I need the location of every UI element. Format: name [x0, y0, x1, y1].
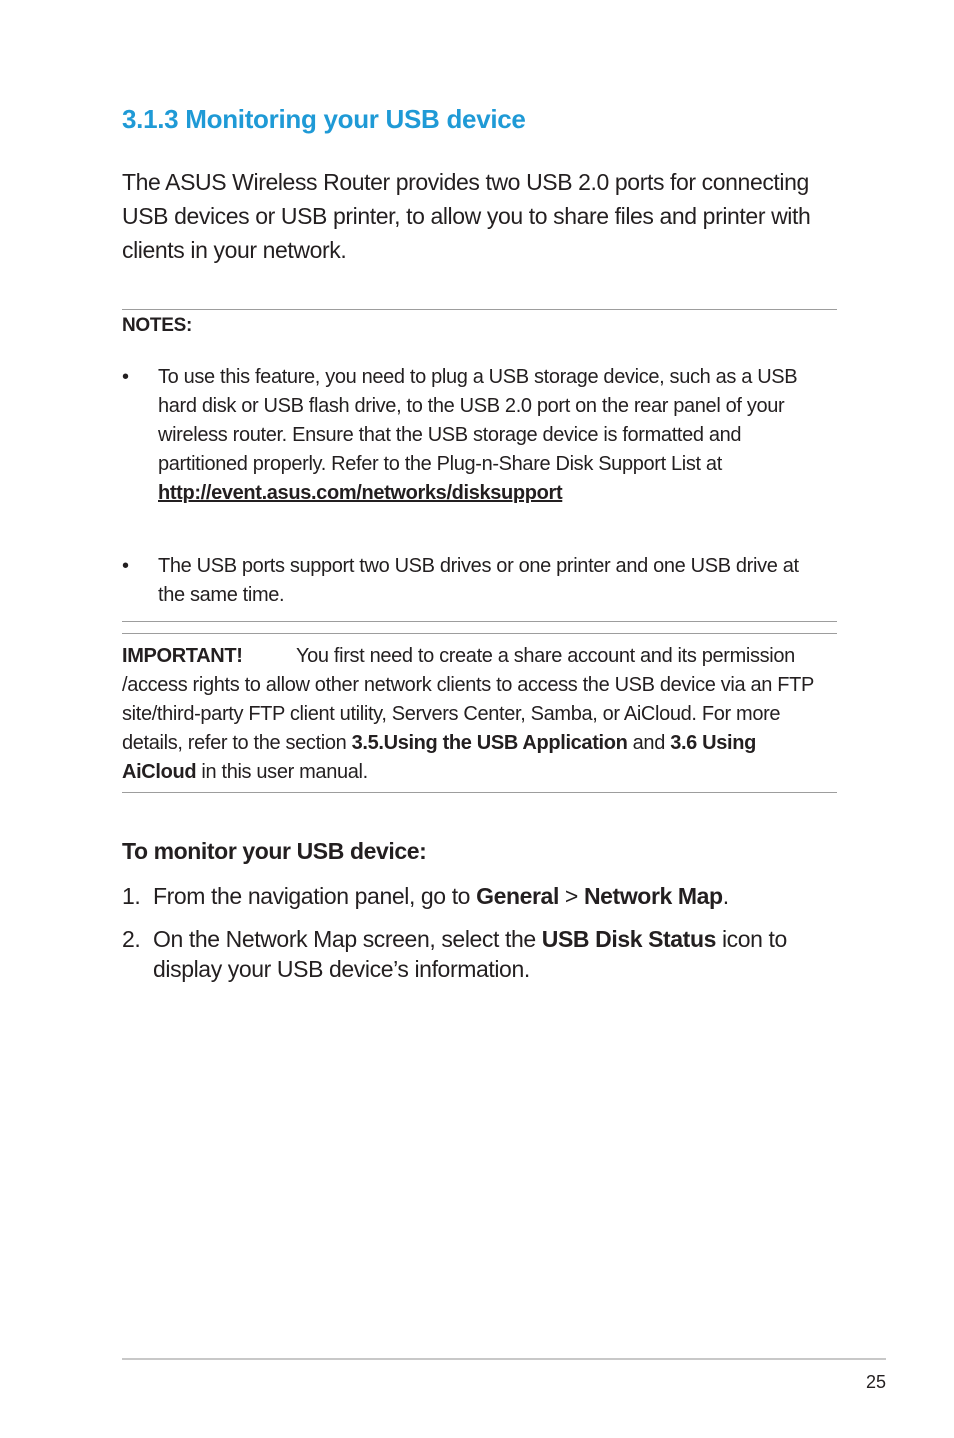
step-text: > [558, 883, 584, 909]
important-bottom-rule [122, 792, 837, 793]
notes-heading: NOTES: [122, 315, 192, 336]
step-text: . [722, 883, 729, 909]
notes-top-rule [122, 309, 837, 310]
important-top-rule [122, 633, 837, 634]
step-text: From the navigation panel, go to [153, 883, 477, 909]
notes-bottom-rule [122, 621, 837, 622]
menu-network-map: Network Map [583, 883, 723, 909]
procedure-step [122, 924, 842, 984]
disk-support-link[interactable]: http://event.asus.com/networks/disksupport [158, 482, 563, 504]
procedure-step [122, 881, 842, 911]
page-number: 25 [865, 1372, 886, 1392]
footer-rule [122, 1358, 886, 1360]
note-item [122, 363, 837, 508]
section-title: 3.1.3 Monitoring your USB device [122, 104, 526, 134]
bullet-icon: • [122, 366, 129, 388]
usb-disk-status-label: USB Disk Status [541, 926, 716, 952]
note-item [122, 552, 837, 610]
note-text: The USB ports support two USB drives or one printer and one USB drive at the same time. [158, 555, 799, 606]
step-text: icon to display your USB device’s information. [153, 926, 787, 982]
important-text: and [627, 732, 671, 754]
important-label: IMPORTANT! [122, 645, 243, 667]
section-reference: 3.6 Using AiCloud [122, 732, 756, 783]
important-notice [122, 642, 822, 787]
step-text: On the Network Map screen, select the [153, 926, 542, 952]
intro-paragraph: The ASUS Wireless Router provides two USB 2.0 ports for connecting USB devices or USB printer, to allow you to share files and printer with clients in your network. [122, 169, 811, 263]
important-text: in this user manual. [196, 761, 368, 783]
section-reference: 3.5.Using the USB Application [351, 732, 628, 754]
step-number: 1. [122, 883, 141, 909]
important-text: You first need to create a share account and its permission /access rights to allow other network clients to access the USB device via an FTP site/third-party FTP client utility, Servers Center, Samba, or AiCloud. For more details, refer to the section [122, 645, 814, 754]
bullet-icon: • [122, 555, 129, 577]
procedure-heading: To monitor your USB device: [122, 838, 427, 864]
step-number: 2. [122, 926, 141, 952]
menu-general: General [476, 883, 559, 909]
note-text: To use this feature, you need to plug a USB storage device, such as a USB hard disk or USB flash drive, to the USB 2.0 port on the rear panel of your wireless router. Ensure that the USB storage device is formatted and partitioned properly. Refer to the Plug-n-Share Disk Support List at [158, 366, 798, 475]
